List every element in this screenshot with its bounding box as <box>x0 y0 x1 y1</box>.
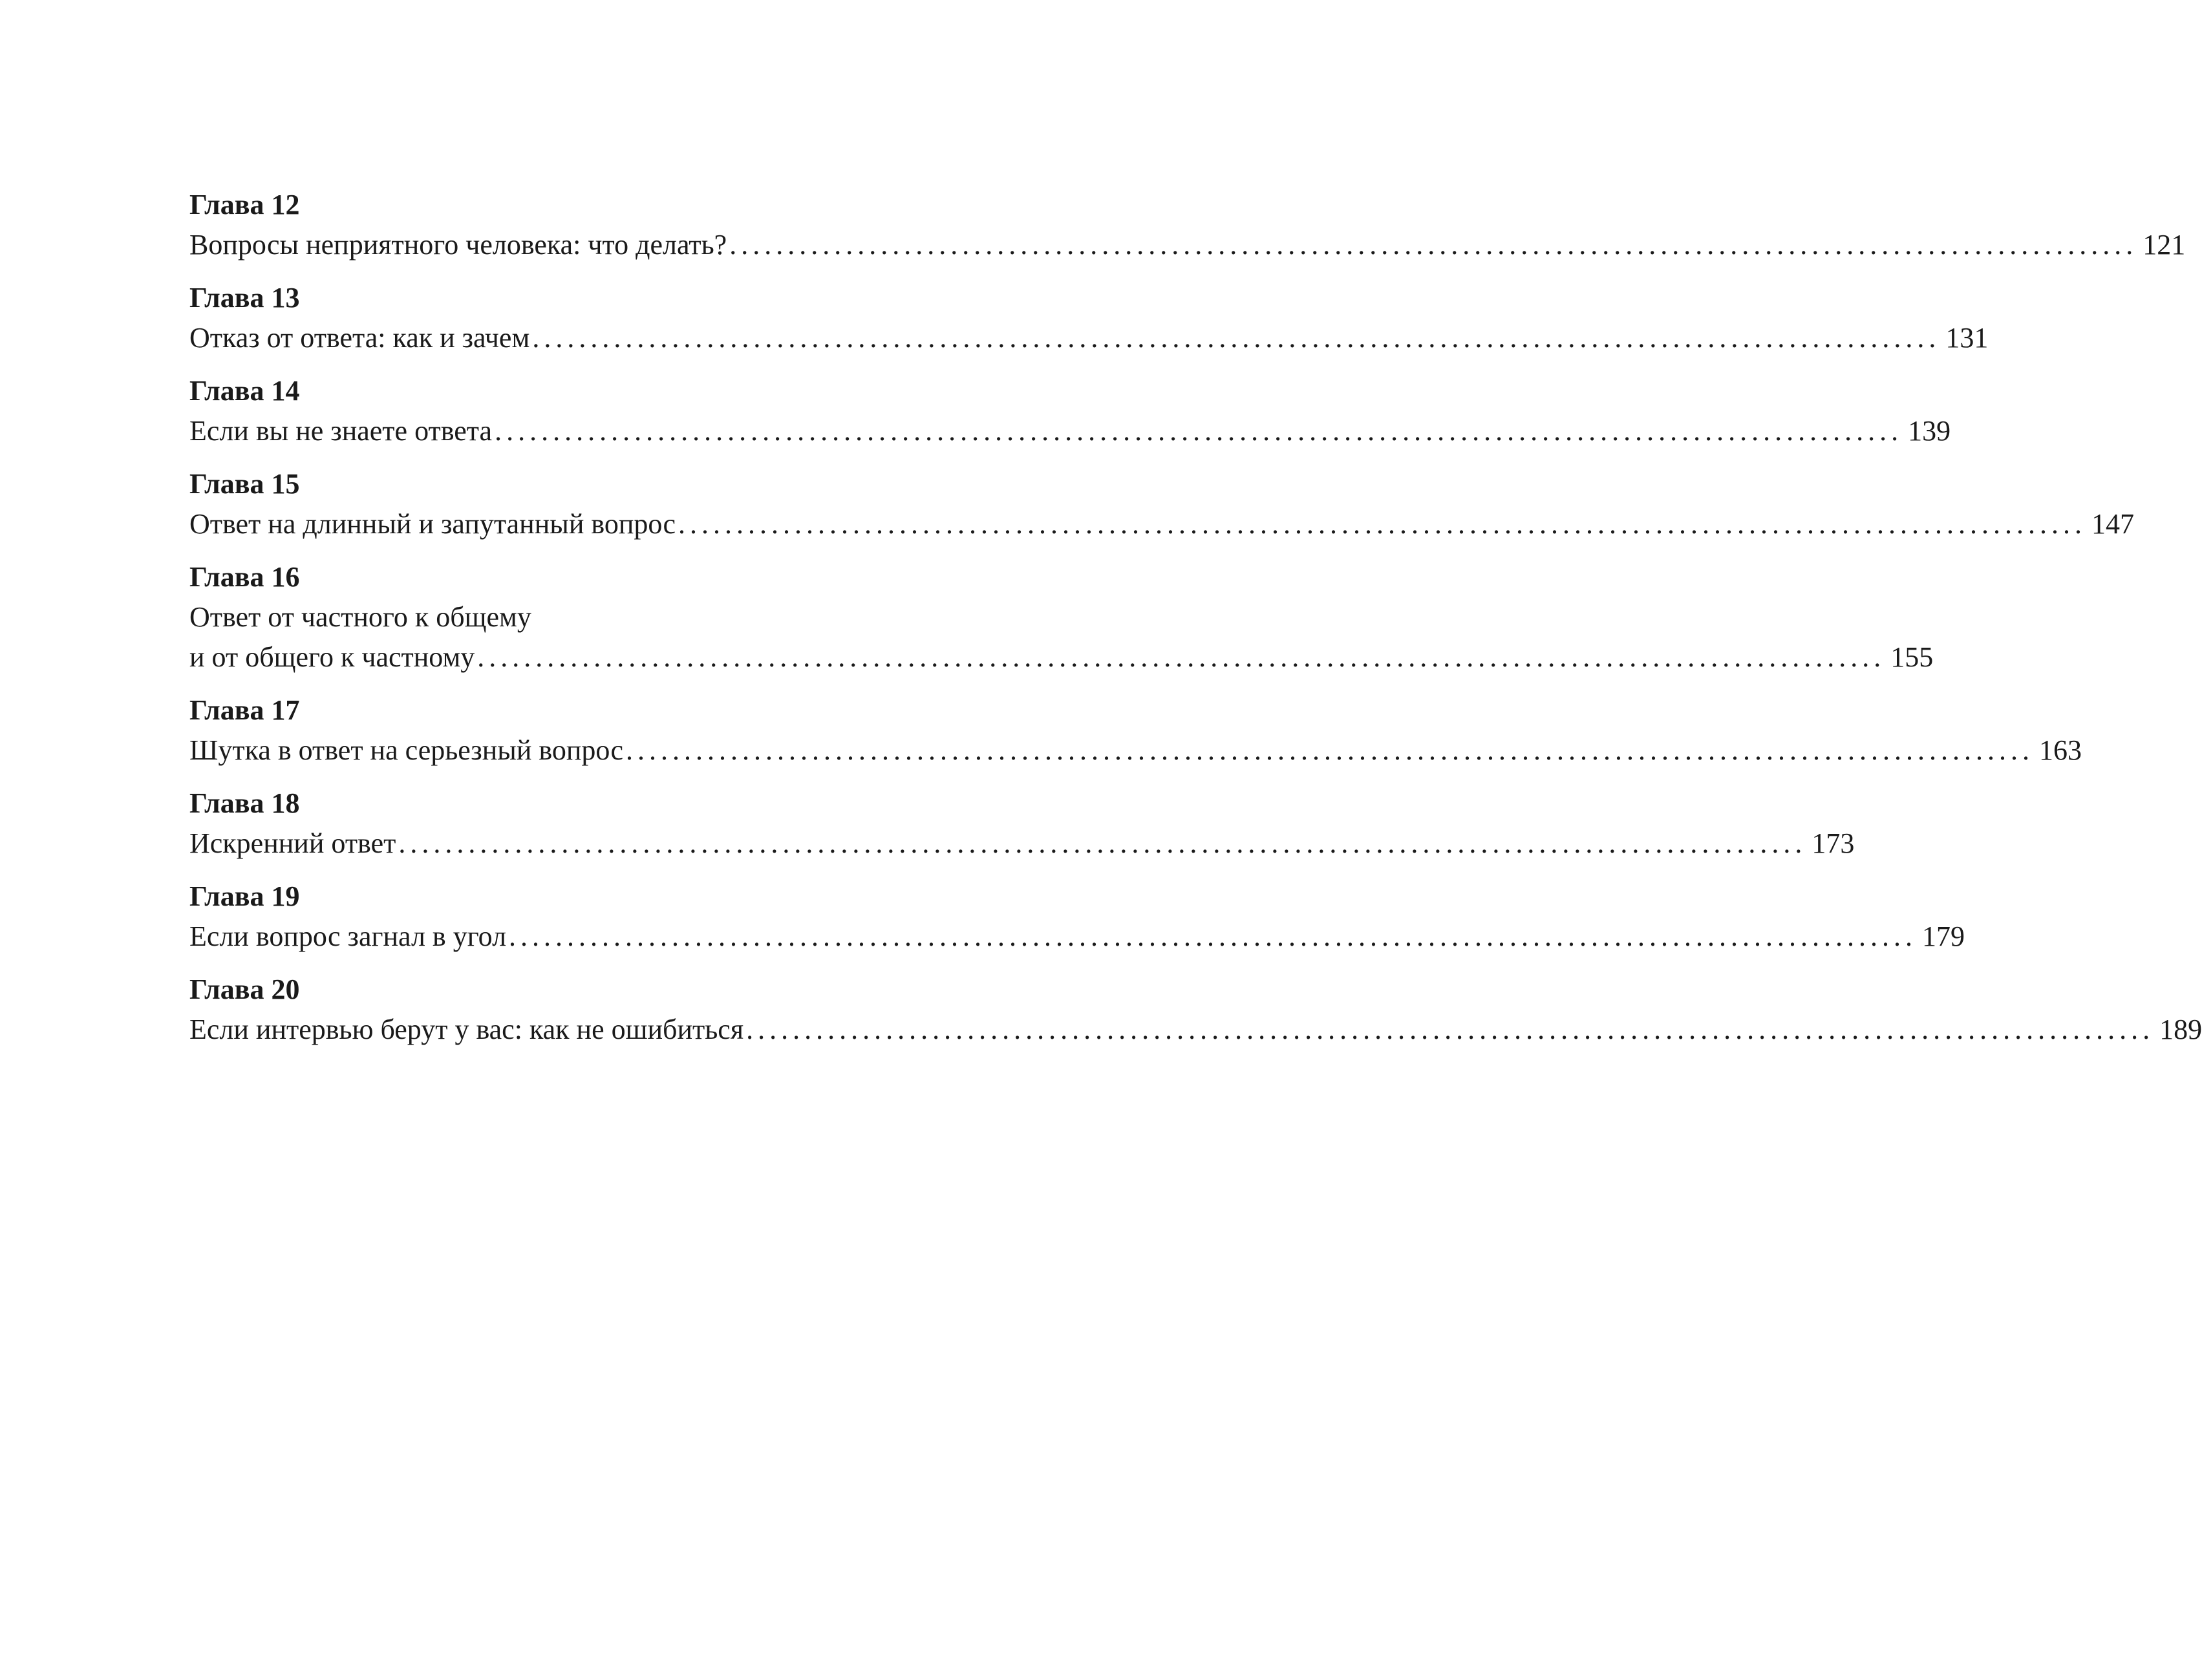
table-of-contents <box>189 185 2202 1063</box>
page-number: 147 <box>2091 508 2135 540</box>
toc-line <box>189 1010 2202 1050</box>
chapter-title: Отказ от ответа: как и зачем <box>189 322 530 354</box>
chapter-title: Вопросы неприятного человека: что делать? <box>189 229 727 261</box>
chapter-heading: Глава 18 <box>189 787 300 819</box>
toc-line <box>189 637 1934 677</box>
dot-leader: ......................................................................................................................... <box>746 1014 2155 1045</box>
toc-entry-chapter-16 <box>189 557 1934 677</box>
dot-leader: ......................................................................................................................... <box>626 734 2035 766</box>
chapter-heading: Глава 17 <box>189 694 300 726</box>
toc-entry-chapter-15 <box>189 464 2135 544</box>
page-number: 173 <box>1812 827 1855 859</box>
chapter-heading: Глава 20 <box>189 973 300 1005</box>
toc-line <box>189 225 2186 265</box>
page-number: 189 <box>2159 1014 2202 1045</box>
dot-leader: ......................................................................................................................... <box>729 229 2138 261</box>
dot-leader: ......................................................................................................................... <box>532 322 1941 354</box>
toc-entry-chapter-13 <box>189 278 1989 358</box>
page-number: 139 <box>1908 415 1951 447</box>
toc-entry-chapter-19 <box>189 877 1965 957</box>
chapter-title-line-1: Ответ от частного к общему <box>189 601 531 633</box>
toc-line <box>189 411 1951 451</box>
chapter-heading: Глава 19 <box>189 880 300 912</box>
toc-entry-chapter-20 <box>189 970 2202 1050</box>
chapter-heading: Глава 13 <box>189 282 300 314</box>
toc-line <box>189 917 1965 957</box>
toc-entry-chapter-14 <box>189 371 1951 451</box>
chapter-title: Если интервью берут у вас: как не ошибиться <box>189 1014 744 1045</box>
chapter-title: и от общего к частному <box>189 641 475 673</box>
page-number: 179 <box>1922 920 1965 952</box>
dot-leader: ......................................................................................................................... <box>477 641 1886 673</box>
chapter-heading: Глава 16 <box>189 561 300 593</box>
dot-leader: ......................................................................................................................... <box>398 827 1807 859</box>
chapter-title: Если вы не знаете ответа <box>189 415 493 447</box>
chapter-heading: Глава 12 <box>189 189 300 220</box>
page-number: 131 <box>1945 322 1989 354</box>
toc-line <box>189 504 2135 544</box>
toc-line <box>189 318 1989 358</box>
chapter-title: Шутка в ответ на серьезный вопрос <box>189 734 624 766</box>
toc-line <box>189 824 1855 864</box>
page-number: 155 <box>1890 641 1934 673</box>
toc-entry-chapter-12 <box>189 185 2186 265</box>
toc-line <box>189 730 2082 771</box>
chapter-title: Ответ на длинный и запутанный вопрос <box>189 508 676 540</box>
chapter-title: Искренний ответ <box>189 827 396 859</box>
page-number: 163 <box>2039 734 2082 766</box>
page-number: 121 <box>2143 229 2186 261</box>
toc-entry-chapter-18 <box>189 783 1855 864</box>
chapter-heading: Глава 14 <box>189 375 300 407</box>
dot-leader: ......................................................................................................................... <box>509 920 1918 952</box>
toc-entry-chapter-17 <box>189 690 2082 771</box>
dot-leader: ......................................................................................................................... <box>495 415 1903 447</box>
chapter-heading: Глава 15 <box>189 468 300 500</box>
chapter-title: Если вопрос загнал в угол <box>189 920 507 952</box>
dot-leader: ......................................................................................................................... <box>678 508 2087 540</box>
